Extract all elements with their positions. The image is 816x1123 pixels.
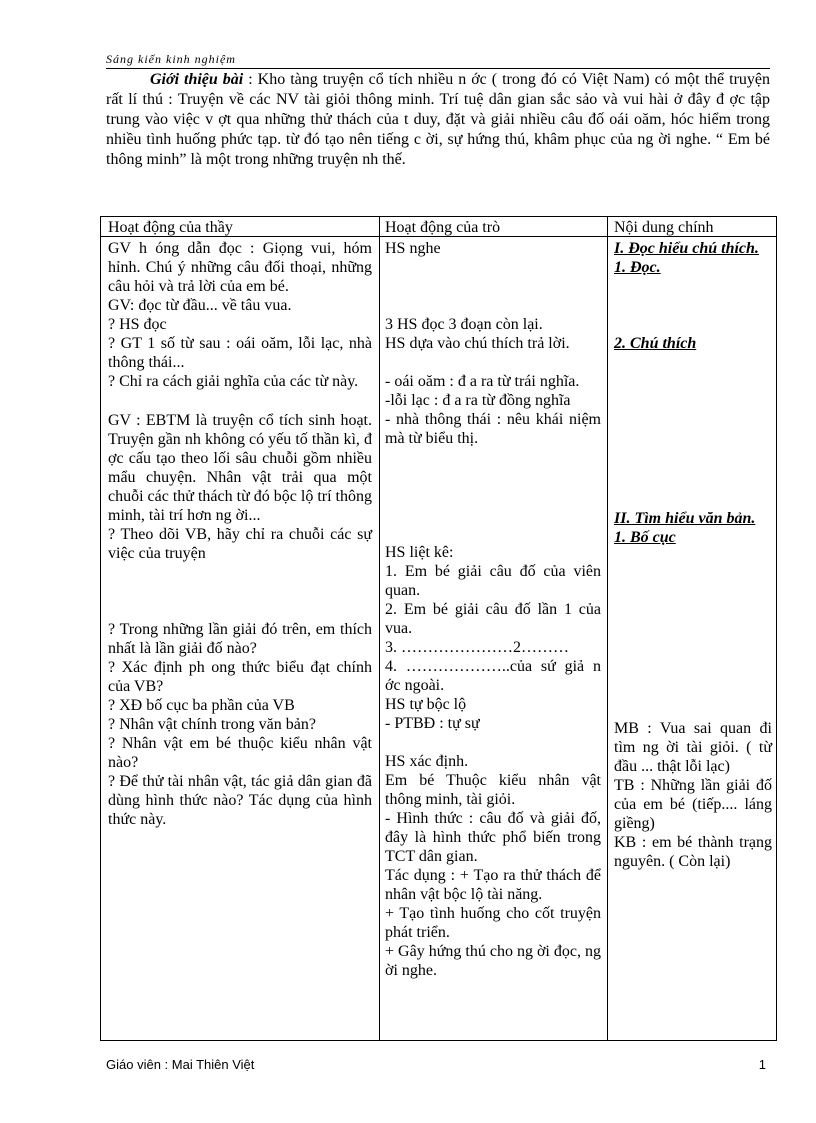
- student-line: -lỗi lạc : đ a ra từ đồng nghĩa: [385, 392, 571, 409]
- student-line: HS liệt kê:: [385, 544, 454, 561]
- teacher-line: GV: đọc từ đầu... về tâu vua.: [108, 297, 292, 314]
- header-teacher: Hoạt động của thầy: [108, 219, 233, 236]
- lesson-table: [100, 216, 777, 1041]
- student-line: HS dựa vào chú thích trả lời.: [385, 335, 570, 352]
- content-line: TB : Những lần giải đố của em bé (tiếp.... láng giềng): [614, 777, 772, 832]
- student-line: - Hình thức : câu đố và giải đố, đây là hình thức phổ biến trong TCT dân gian.: [385, 810, 601, 865]
- student-line: 3. …………………2………: [385, 639, 569, 656]
- student-line: 1. Em bé giải câu đố của viên quan.: [385, 563, 601, 599]
- header-content: Nội dung chính: [614, 219, 714, 236]
- student-line: HS nghe: [385, 240, 441, 257]
- content-line: KB : em bé thành trạng nguyên. ( Còn lại): [614, 834, 772, 870]
- section-heading: I. Đọc hiểu chú thích.: [614, 240, 759, 257]
- content-column: [614, 239, 772, 871]
- subsection-heading: 1. Đọc.: [614, 259, 661, 276]
- teacher-line: ? Trong những lần giải đó trên, em thích nhất là lần giải đố nào?: [108, 621, 372, 657]
- teacher-line: ? Xác định ph ong thức biểu đạt chính của VB?: [108, 659, 372, 695]
- teacher-line: ? XĐ bố cục ba phần của VB: [108, 697, 295, 714]
- teacher-line: ? Nhân vật em bé thuộc kiểu nhân vật nào?: [108, 735, 372, 771]
- teacher-line: GV h óng dẫn đọc : Giọng vui, hóm hỉnh. Chú ý những câu đối thoại, những câu hỏi và trả lời của em bé.: [108, 240, 372, 295]
- student-line: 2. Em bé giải câu đố lần 1 của vua.: [385, 601, 601, 637]
- page-number: 1: [758, 1057, 766, 1072]
- teacher-line: ? Chỉ ra cách giải nghĩa của các từ này.: [108, 373, 359, 390]
- teacher-line: ? HS đọc: [108, 316, 167, 333]
- student-line: - PTBĐ : tự sự: [385, 715, 480, 732]
- student-line: HS tự bộc lộ: [385, 696, 467, 713]
- page-footer: [106, 1057, 770, 1072]
- column-divider: [379, 217, 380, 1040]
- student-line: + Tạo tình huống cho cốt truyện phát triển.: [385, 905, 601, 941]
- page-header: Sáng kiến kinh nghiệm: [106, 52, 770, 69]
- teacher-line: ? GT 1 số từ sau : oái oăm, lỗi lạc, nhà thông thái...: [108, 335, 372, 371]
- student-line: 4. ………………..của sứ giả n ớc ngoài.: [385, 658, 601, 694]
- student-line: Em bé Thuộc kiểu nhân vật thông minh, tài giỏi.: [385, 772, 601, 808]
- teacher-line: ? Để thử tài nhân vật, tác giả dân gian đã dùng hình thức nào? Tác dụng của hình thức này.: [108, 773, 372, 828]
- footer-author: Giáo viên : Mai Thiên Việt: [106, 1057, 255, 1072]
- column-divider: [607, 217, 608, 1040]
- student-line: Tác dụng : + Tạo ra thử thách để nhân vật bộc lộ tài năng.: [385, 867, 601, 903]
- student-line: 3 HS đọc 3 đoạn còn lại.: [385, 316, 543, 333]
- student-line: - oái oăm : đ a ra từ trái nghĩa.: [385, 373, 580, 390]
- teacher-line: ? Theo dõi VB, hãy chỉ ra chuỗi các sự việc của truyện: [108, 526, 372, 562]
- student-column: [385, 239, 601, 980]
- intro-label: Giới thiệu bài: [150, 71, 244, 88]
- student-line: HS xác định.: [385, 753, 469, 770]
- student-line: - nhà thông thái : nêu khái niệm mà từ biểu thị.: [385, 411, 601, 447]
- subsection-heading: 1. Bố cục: [614, 529, 676, 546]
- content-line: MB : Vua sai quan đi tìm ng ời tài giỏi. ( từ đầu ... thật lỗi lạc): [614, 720, 772, 775]
- section-heading: II. Tìm hiểu văn bản.: [614, 510, 756, 527]
- intro-text: : Kho tàng truyện cổ tích nhiều n ớc ( trong đó có Việt Nam) có một thể truyện rất lí thú : Truyện về các NV tài giỏi thông minh. Trí tuệ dân gian sắc sảo và vui hài ở đây đ ợc tập trung vào việc v ợt qua những thử thách của t duy, đặt và giải nhiều câu đố oái oăm, hóc hiểm trong nhiều tình huống phức tạp. từ đó tạo nên tiếng c ời, sự hứng thú, khâm phục của ng ời nghe. “ Em bé thông minh” là một trong những truyện nh thế.: [106, 71, 771, 168]
- subsection-heading: 2. Chú thích: [614, 335, 697, 352]
- intro-paragraph: [106, 70, 770, 170]
- student-line: + Gây hứng thú cho ng ời đọc, ng ời nghe.: [385, 943, 601, 979]
- header-student: Hoạt động của trò: [385, 219, 501, 236]
- teacher-column: [108, 239, 372, 829]
- teacher-line: ? Nhân vật chính trong văn bản?: [108, 716, 316, 733]
- teacher-line: GV : EBTM là truyện cổ tích sinh hoạt. Truyện gần nh không có yếu tố thần kì, đ ợc cấu tạo theo lối sâu chuỗi gồm nhiều mẩu chuyện. Nhân vật trải qua một chuỗi các thử thách từ đó bộc lộ trí thông minh, tài trí hơn ng ời...: [108, 412, 372, 524]
